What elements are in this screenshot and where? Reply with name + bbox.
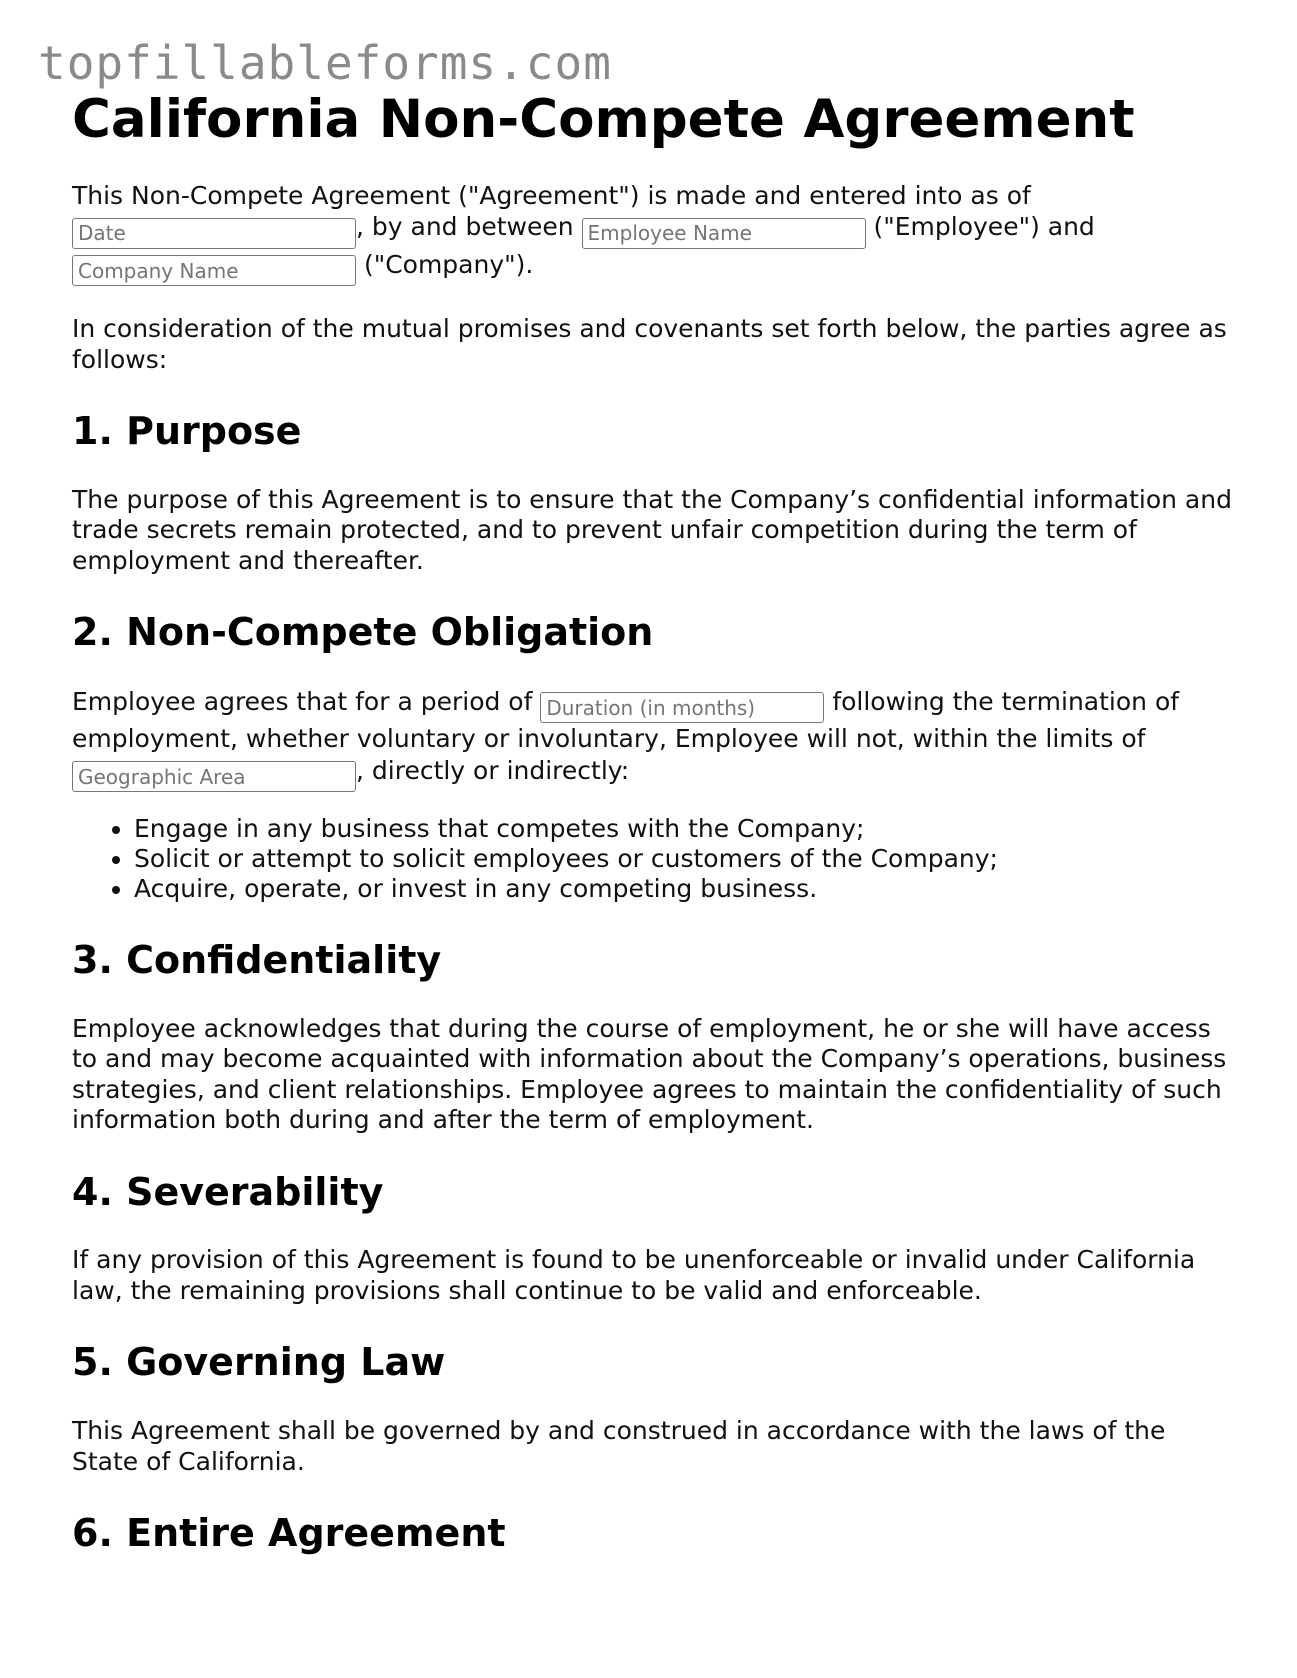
section-body-governing-law: This Agreement shall be governed by and construed in accordance with the laws of the State of California. xyxy=(72,1416,1166,1476)
employee-name-field[interactable] xyxy=(582,218,866,249)
section-heading-entire-agreement: 6. Entire Agreement xyxy=(72,1511,506,1556)
list-item: • Acquire, operate, or invest in any competing business. xyxy=(134,874,1232,904)
section-body-severability: If any provision of this Agreement is found to be unenforceable or invalid under California law, the remaining provisions shall continue to be valid and enforceable. xyxy=(72,1245,1196,1305)
section-heading-severability: 4. Severability xyxy=(72,1169,384,1214)
intro-text-1: This Non-Compete Agreement ("Agreement") is made and entered into as of xyxy=(72,180,1031,210)
date-field[interactable] xyxy=(72,218,356,249)
non-compete-text-3: , directly or indirectly: xyxy=(356,755,630,785)
company-name-field[interactable] xyxy=(72,255,356,286)
non-compete-text-2: following the termination of employment, whether voluntary or involuntary, Employee will not, within the limits of xyxy=(72,686,1180,754)
intro-paragraph xyxy=(72,180,1232,287)
section-heading-confidentiality: 3. Confidentiality xyxy=(72,938,442,983)
section-heading-purpose: 1. Purpose xyxy=(72,409,302,454)
restrictions-list xyxy=(72,814,1232,904)
document-page xyxy=(72,88,1232,1587)
section-body-confidentiality: Employee acknowledges that during the course of employment, he or she will have access to and may become acquainted with information about the Company’s operations, business strategies, and client relationships. Employee agrees to maintain the confidentiality of such information both during and after the term of employment. xyxy=(72,1013,1227,1135)
intro-text-4: ("Company"). xyxy=(363,249,534,279)
document-title: California Non-Compete Agreement xyxy=(72,89,1135,150)
duration-field[interactable] xyxy=(540,692,824,723)
non-compete-text-1: Employee agrees that for a period of xyxy=(72,686,533,716)
watermark: topfillableforms.com xyxy=(38,36,612,90)
section-body-purpose: The purpose of this Agreement is to ensure that the Company’s confidential information and trade secrets remain protected, and to prevent unfair competition during the term of employment and thereafter. xyxy=(72,484,1232,575)
non-compete-paragraph xyxy=(72,686,1232,793)
intro-text-3: ("Employee") and xyxy=(873,212,1095,242)
consideration-paragraph: In consideration of the mutual promises and covenants set forth below, the parties agree as follows: xyxy=(72,314,1227,374)
list-item: • Solicit or attempt to solicit employees or customers of the Company; xyxy=(134,844,1232,874)
section-heading-governing-law: 5. Governing Law xyxy=(72,1340,446,1385)
geographic-area-field[interactable] xyxy=(72,761,356,792)
intro-text-2: , by and between xyxy=(356,212,574,242)
section-heading-non-compete: 2. Non-Compete Obligation xyxy=(72,610,654,655)
list-item: • Engage in any business that competes with the Company; xyxy=(134,814,1232,844)
